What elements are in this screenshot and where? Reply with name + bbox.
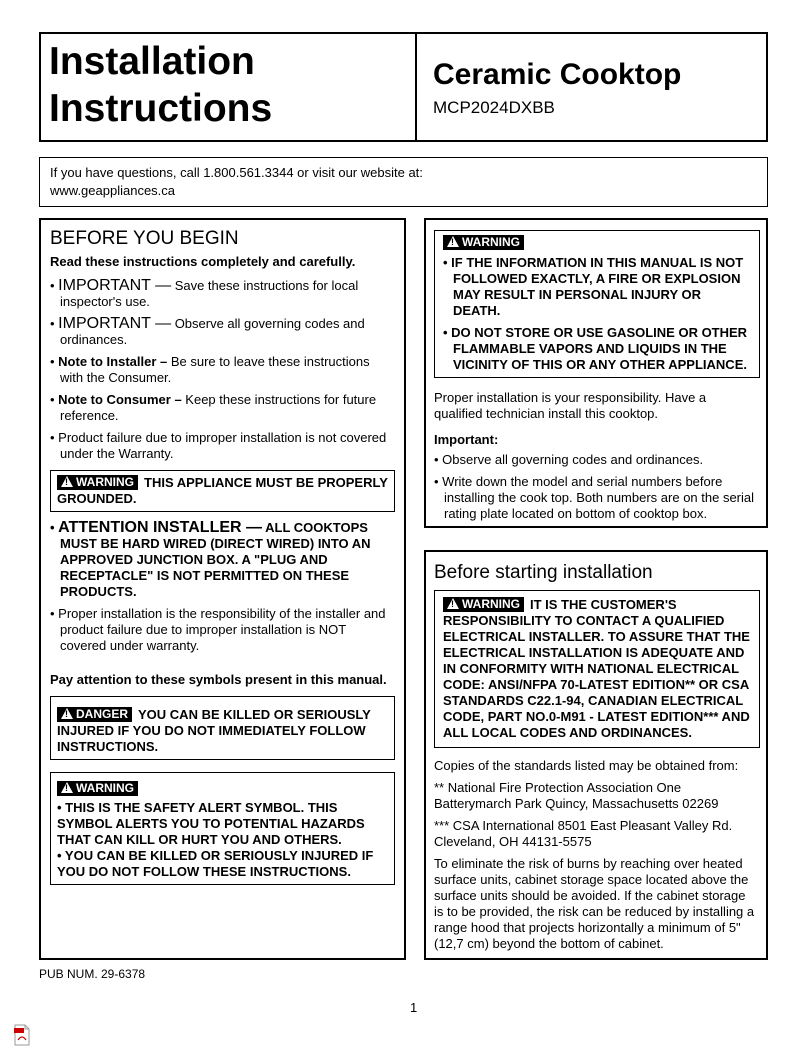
alert-triangle-icon xyxy=(447,598,459,609)
paragraph: *** CSA International 8501 East Pleasant Valley Rd. Cleveland, OH 44131-5575 xyxy=(434,818,733,849)
pdf-file-icon xyxy=(13,1024,31,1046)
safety-warning-box: !WARNING • THIS IS THE SAFETY ALERT SYMBOL. THIS SYMBOL ALERTS YOU TO POTENTIAL HAZARDS THAT CAN KILL OR HURT YOU AND OTHERS. • YOU CAN BE KILLED OR SERIOUSLY INJURED IF YOU DO NOT FOLLOW THESE INSTRUCTIONS. xyxy=(50,772,395,885)
before-starting-panel xyxy=(424,550,768,960)
website-link[interactable]: www.geappliances.ca xyxy=(50,183,176,198)
warning-badge: !WARNING xyxy=(443,597,524,612)
alert-triangle-icon xyxy=(447,236,459,247)
list-item: • Observe all governing codes and ordinances. xyxy=(434,452,704,467)
electrical-warning-box: !WARNING IT IS THE CUSTOMER'S RESPONSIBILITY TO CONTACT A QUALIFIED ELECTRICAL INSTALLER. TO ASSURE THAT THE ELECTRICAL INSTALLATION IS ADEQUATE AND IN CONFORMITY WITH NATIONAL ELECTRICAL CODE: ANSI/NFPA 70-LATEST EDITION** OR CSA STANDARDS C22.1-94, CANADIAN ELECTRICAL CODE, PART NO.0-M91 - LATEST EDITION*** AND ALL LOCAL CODES AND ORDINANCES. xyxy=(434,590,760,748)
alert-triangle-icon xyxy=(61,782,73,793)
list-item: • Write down the model and serial numbers before installing the cook top. Both numbers are on the serial rating plate located on bottom of cooktop box. xyxy=(434,474,755,521)
list-item: • ATTENTION INSTALLER — ALL COOKTOPS MUST BE HARD WIRED (DIRECT WIRED) INTO AN APPROVED JUNCTION BOX. A "PLUG AND RECEPTACLE" IS NOT PERMITTED ON THESE PRODUCTS. xyxy=(50,519,371,599)
warning-badge: !WARNING xyxy=(57,475,138,490)
contact-line: If you have questions, call 1.800.561.3344 or visit our website at: xyxy=(50,165,423,180)
warning-badge: !WARNING xyxy=(57,781,138,796)
safety-info-panel xyxy=(424,218,768,528)
danger-badge: !DANGER xyxy=(57,707,132,722)
list-item: • IMPORTANT — Observe all governing codes and ordinances. xyxy=(50,315,365,347)
contact-box xyxy=(39,157,768,207)
danger-box: !DANGER YOU CAN BE KILLED OR SERIOUSLY INJURED IF YOU DO NOT IMMEDIATELY FOLLOW INSTRUCTIONS. xyxy=(50,696,395,760)
list-item: • Product failure due to improper installation is not covered under the Warranty. xyxy=(50,430,387,461)
section-subheading: Read these instructions completely and carefully. xyxy=(50,254,356,269)
list-item: • Note to Installer – Be sure to leave these instructions with the Consumer. xyxy=(50,354,370,385)
paragraph: Proper installation is your responsibility. Have a qualified technician install this cooktop. xyxy=(434,390,707,421)
publication-number: PUB NUM. 29-6378 xyxy=(39,967,146,981)
product-name: Ceramic Cooktop xyxy=(433,58,682,91)
symbols-note: Pay attention to these symbols present in this manual. xyxy=(50,672,387,687)
warning-badge: !WARNING xyxy=(443,235,524,250)
list-item: • IMPORTANT — Save these instructions for local inspector's use. xyxy=(50,277,359,309)
list-item: • Proper installation is the responsibility of the installer and product failure due to improper installation is NOT covered under warranty. xyxy=(50,606,386,653)
page-title: Installation Instructions xyxy=(49,40,273,130)
grounding-warning-box: !WARNING THIS APPLIANCE MUST BE PROPERLY GROUNDED. xyxy=(50,470,395,512)
page-number: 1 xyxy=(410,1000,418,1015)
alert-triangle-icon xyxy=(61,476,73,487)
section-heading: Before starting installation xyxy=(434,562,653,583)
paragraph: To eliminate the risk of burns by reaching over heated surface units, cabinet storage space located above the surface units should be avoided. If the cabinet storage is to be provided, the risk can be reduced by installing a range hood that projects horizontally a minimum of 5" (12,7 cm) beyond the bottom of cabinet. xyxy=(434,856,755,951)
section-heading: BEFORE YOU BEGIN xyxy=(50,228,239,249)
important-label: Important: xyxy=(434,432,499,447)
list-item: • Note to Consumer – Keep these instructions for future reference. xyxy=(50,392,377,423)
model-number: MCP2024DXBB xyxy=(433,98,555,117)
before-you-begin-panel xyxy=(39,218,406,960)
paragraph: Copies of the standards listed may be obtained from: xyxy=(434,758,739,773)
paragraph: ** National Fire Protection Association One Batterymarch Park Quincy, Massachusetts 02269 xyxy=(434,780,719,811)
fire-warning-box: !WARNING • IF THE INFORMATION IN THIS MANUAL IS NOT FOLLOWED EXACTLY, A FIRE OR EXPLOSION MAY RESULT IN PERSONAL INJURY OR DEATH. • DO NOT STORE OR USE GASOLINE OR OTHER FLAMMABLE VAPORS AND LIQUIDS IN THE VICINITY OF THIS OR ANY OTHER APPLIANCE. xyxy=(434,230,760,378)
alert-triangle-icon xyxy=(61,708,73,719)
header-divider xyxy=(415,32,417,142)
